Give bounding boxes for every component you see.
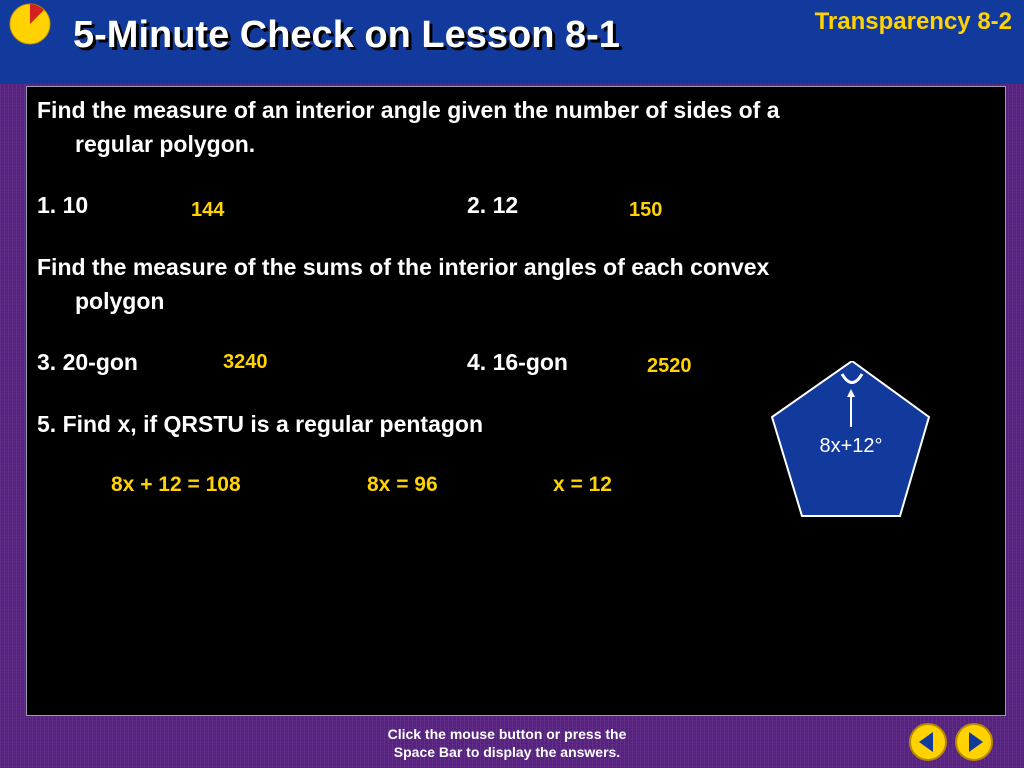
- question-2: 2. 12: [467, 192, 519, 218]
- answer-1: 144: [191, 199, 225, 221]
- header-bar: [0, 0, 1024, 84]
- question-4: 4. 16-gon: [467, 349, 568, 375]
- step-1: 8x + 12 = 108: [111, 473, 241, 496]
- pentagon-diagram: [771, 361, 941, 521]
- arrow-left-icon[interactable]: [908, 722, 948, 762]
- step-2: 8x = 96: [367, 473, 438, 496]
- question-1: 1. 10: [37, 192, 89, 218]
- transparency-label: Transparency 8-2: [814, 8, 1012, 35]
- angle-label: 8x+12°: [819, 435, 883, 457]
- footer-line-1: Click the mouse button or press the: [387, 726, 627, 742]
- answer-2: 150: [629, 199, 663, 221]
- question-3: 3. 20-gon: [37, 349, 138, 375]
- step-3: x = 12: [553, 473, 612, 496]
- instruction-1-line-1: Find the measure of an interior angle given the number of sides of a: [37, 97, 780, 123]
- answer-4: 2520: [647, 355, 692, 377]
- footer-instructions: [332, 725, 682, 761]
- content-panel: [26, 86, 1006, 716]
- arrow-right-icon[interactable]: [954, 722, 994, 762]
- clock-icon: [8, 2, 52, 46]
- answer-3: 3240: [223, 351, 268, 373]
- instruction-2-line-1: Find the measure of the sums of the interior angles of each convex: [37, 254, 770, 280]
- slide-title: 5-Minute Check on Lesson 8-1: [73, 14, 620, 56]
- instruction-1-line-2: regular polygon.: [75, 131, 256, 157]
- question-5: 5. Find x, if QRSTU is a regular pentagon: [37, 411, 484, 437]
- instruction-2-line-2: polygon: [75, 288, 165, 314]
- footer-line-2: Space Bar to display the answers.: [393, 744, 621, 760]
